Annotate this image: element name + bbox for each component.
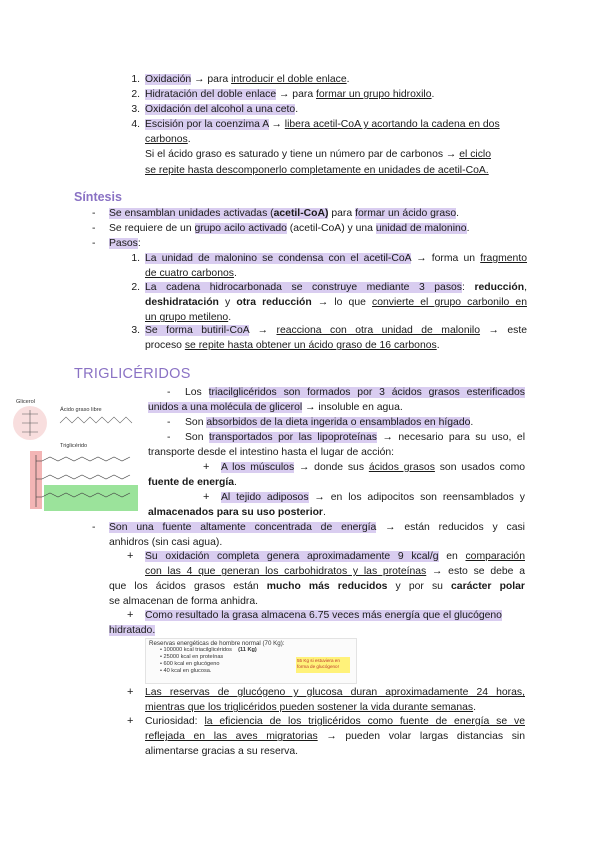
energy-reserves-box [145, 638, 357, 684]
bullet-dash: - [92, 223, 96, 234]
energy-sub-2-cont: hidratado. [109, 625, 156, 636]
reserves-line-3: • 600 kcal en glucógeno [160, 661, 220, 667]
oxidation-step-1: Oxidación → para introducir el doble enlace. [145, 74, 350, 85]
bullet-dash: - [167, 387, 171, 398]
energy-sub-4: Curiosidad: la eficiencia de los triglicéridos como fuente de energía se ve reflejada en las aves migratorias → pueden volar largas distancias sin alimentarse gracias a su reserva. [145, 716, 525, 758]
bullet-plus: + [127, 550, 134, 562]
bullet-plus: + [127, 609, 134, 621]
bullet-plus: + [203, 491, 210, 503]
trig-bullet-1-cont: unidos a una molécula de glicerol → insoluble en agua. [148, 402, 403, 413]
bullet-dash: - [92, 522, 96, 533]
bullet-dash: - [92, 238, 96, 249]
triglyceride-structure [26, 451, 138, 511]
reserves-line-4: • 40 kcal en glucosa. [160, 668, 212, 674]
trig-bullet-1: Los triacilglicéridos son formados por 3 ácidos grasos esterificados [185, 387, 525, 398]
bullet-plus: + [127, 715, 134, 727]
bullet-dash: - [92, 208, 96, 219]
reserves-line-1: • 100000 kcal triacilglicéridos (11 Kg) [160, 647, 257, 653]
figure-label-acido: Ácido graso libre [60, 407, 102, 413]
energy-sub-1: Su oxidación completa genera aproximadamente 9 kcal/g en comparación con las 4 que generan los carbohidratos y las proteínas → esto se debe a [145, 551, 525, 578]
sintesis-step-1: La unidad de malonino se condensa con el acetil-CoA → forma un fragmento de cuatro carbonos. [145, 253, 527, 280]
list-number: 3. [131, 104, 140, 115]
section-title-sintesis: Síntesis [74, 190, 122, 204]
trig-sub-2: Al tejido adiposos → en los adipocitos son reensamblados y [221, 492, 525, 503]
reserves-note: 55 Kg si estuviera en forma de glucógeno! [296, 657, 350, 673]
section-title-trigliceridos: TRIGLICÉRIDOS [74, 366, 191, 382]
trig-bullet-3: Son transportados por las lipoproteínas → necesario para su uso, el [185, 432, 526, 443]
figure-label-trigliceridos: Triglicérido [60, 443, 88, 449]
trig-sub-2-cont: almacenados para su uso posterior. [148, 507, 326, 518]
list-number: 2. [131, 282, 140, 293]
list-number: 4. [131, 119, 140, 130]
bullet-plus: + [203, 461, 210, 473]
bullet-dash: - [167, 432, 171, 443]
list-number: 1. [131, 74, 140, 85]
energy-bullet: Son una fuente altamente concentrada de energía → están reducidos y casi anhidros (sin casi agua). [109, 522, 525, 549]
list-number: 2. [131, 89, 140, 100]
energy-sub-2: Como resultado la grasa almacena 6.75 veces más energía que el glucógeno [145, 610, 502, 621]
list-number: 3. [131, 325, 140, 336]
reserves-line-2: • 25000 kcal en proteínas [160, 654, 224, 660]
list-number: 1. [131, 253, 140, 264]
sintesis-step-3: Se forma butiril-CoA → reacciona con otra unidad de malonilo → este proceso se repite hasta obtener un ácido graso de 16 carbonos. [145, 325, 527, 352]
trig-bullet-3-cont: transporte desde el intestino hasta el lugar de acción: [148, 447, 395, 458]
oxidation-step-3: Oxidación del alcohol a una ceto. [145, 104, 299, 115]
bullet-plus: + [127, 686, 134, 698]
energy-sub-3: Las reservas de glucógeno y glucosa duran aproximadamente 24 horas, mientras que los triglicéridos pueden sostener la vida durante semanas. [145, 687, 525, 714]
energy-sub-1-cont: que los ácidos grasos están mucho más reducidos y por su carácter polar se almacenan de forma anhidra. [109, 581, 525, 608]
sintesis-bullet-1: Se ensamblan unidades activadas (acetil-CoA) para formar un ácido graso. [109, 208, 460, 219]
figure-label-glicerol: Glicerol [16, 399, 35, 405]
sintesis-bullet-3: Pasos: [109, 238, 141, 249]
fatty-acid-chain [58, 413, 138, 427]
sintesis-bullet-2: Se requiere de un grupo acilo activado (acetil-CoA) y una unidad de malonino. [109, 223, 470, 234]
triglyceride-figure [10, 395, 140, 520]
bullet-dash: - [167, 417, 171, 428]
trig-sub-1-cont: fuente de energía. [148, 477, 237, 488]
reserves-title: Reservas energéticas de hombre normal (70 Kg): [149, 640, 285, 647]
sintesis-step-2: La cadena hidrocarbonada se construye mediante 3 pasos: reducción, deshidratación y otra reducción → lo que convierte el grupo carbonilo en un grupo metileno. [145, 282, 528, 324]
trig-sub-1: A los músculos → donde sus ácidos grasos son usados como [221, 462, 525, 473]
oxidation-step-4: Escisión por la coenzima A → libera acetil-CoA y acortando la cadena en dos carbonos. Si el ácido graso es saturado y tiene un número par de carbonos → el ciclo se repite hasta descomponerlo completamente en unidades de acetil-CoA. [145, 119, 500, 176]
oxidation-step-2: Hidratación del doble enlace → para formar un grupo hidroxilo. [145, 89, 435, 100]
glycerol-molecule [10, 405, 50, 441]
trig-bullet-2: Son absorbidos de la dieta ingerida o ensamblados en hígado. [185, 417, 474, 428]
